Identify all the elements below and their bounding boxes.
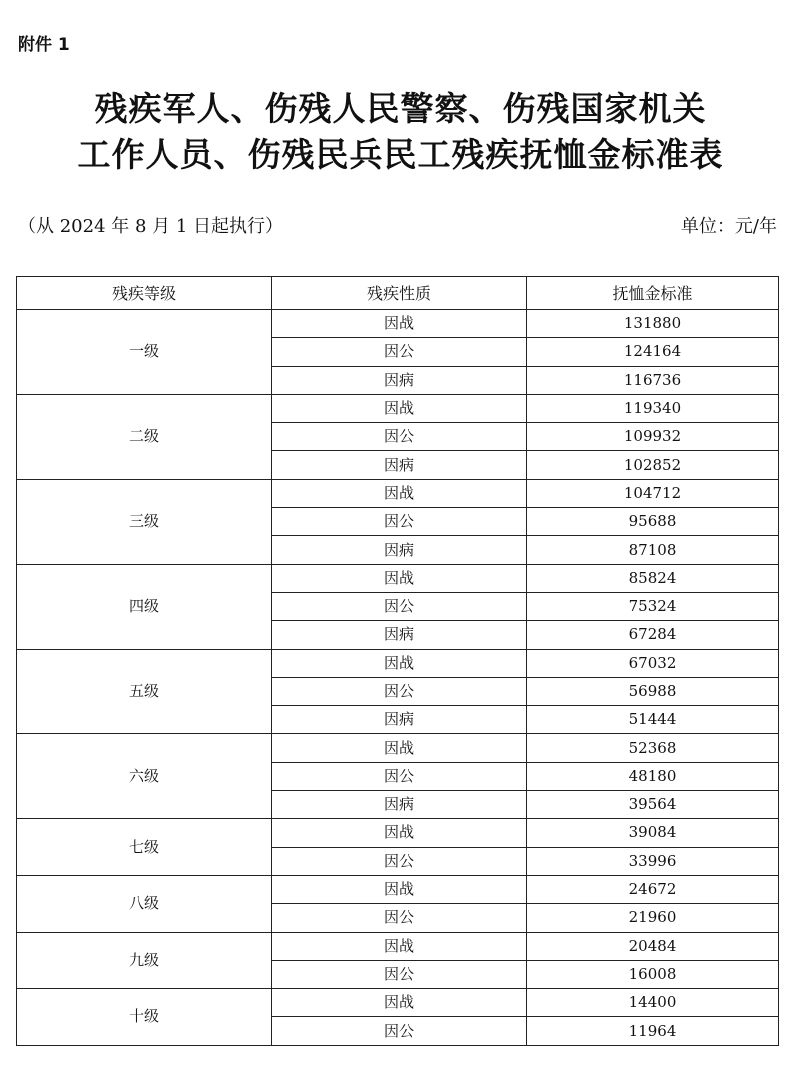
disability-nature-cell: 因战: [272, 649, 527, 677]
disability-nature-cell: 因战: [272, 734, 527, 762]
pension-amount-cell: 124164: [527, 338, 779, 366]
pension-amount-cell: 20484: [527, 932, 779, 960]
disability-nature-cell: 因战: [272, 394, 527, 422]
pension-amount-cell: 52368: [527, 734, 779, 762]
disability-nature-cell: 因病: [272, 706, 527, 734]
disability-nature-cell: 因公: [272, 1017, 527, 1045]
pension-amount-cell: 39084: [527, 819, 779, 847]
disability-level-cell: 四级: [17, 564, 272, 649]
pension-amount-cell: 104712: [527, 479, 779, 507]
table-row: [17, 734, 779, 762]
disability-nature-cell: 因战: [272, 479, 527, 507]
disability-nature-cell: 因公: [272, 508, 527, 536]
disability-nature-cell: 因战: [272, 564, 527, 592]
disability-nature-cell: 因病: [272, 791, 527, 819]
table-row: [17, 649, 779, 677]
disability-nature-cell: 因病: [272, 536, 527, 564]
pension-amount-cell: 95688: [527, 508, 779, 536]
disability-level-cell: 一级: [17, 310, 272, 395]
disability-nature-cell: 因公: [272, 904, 527, 932]
disability-nature-cell: 因战: [272, 875, 527, 903]
pension-amount-cell: 85824: [527, 564, 779, 592]
disability-nature-cell: 因公: [272, 847, 527, 875]
disability-nature-cell: 因战: [272, 819, 527, 847]
disability-nature-cell: 因公: [272, 677, 527, 705]
disability-nature-cell: 因公: [272, 960, 527, 988]
column-header-level: 残疾等级: [17, 277, 272, 310]
disability-level-cell: 五级: [17, 649, 272, 734]
disability-nature-cell: 因战: [272, 989, 527, 1017]
attachment-label: 附件 1: [18, 35, 70, 55]
disability-level-cell: 八级: [17, 875, 272, 932]
disability-level-cell: 六级: [17, 734, 272, 819]
disability-nature-cell: 因病: [272, 451, 527, 479]
disability-nature-cell: 因病: [272, 621, 527, 649]
table-header-row: [17, 277, 779, 310]
pension-amount-cell: 119340: [527, 394, 779, 422]
pension-amount-cell: 67032: [527, 649, 779, 677]
disability-nature-cell: 因战: [272, 310, 527, 338]
pension-amount-cell: 33996: [527, 847, 779, 875]
table-row: [17, 394, 779, 422]
pension-amount-cell: 14400: [527, 989, 779, 1017]
pension-amount-cell: 116736: [527, 366, 779, 394]
disability-nature-cell: 因战: [272, 932, 527, 960]
pension-amount-cell: 102852: [527, 451, 779, 479]
effective-date: （从 2024 年 8 月 1 日起执行）: [18, 216, 284, 237]
disability-level-cell: 三级: [17, 479, 272, 564]
column-header-nature: 残疾性质: [272, 277, 527, 310]
pension-amount-cell: 109932: [527, 423, 779, 451]
table-row: [17, 819, 779, 847]
pension-amount-cell: 75324: [527, 592, 779, 620]
disability-nature-cell: 因公: [272, 762, 527, 790]
disability-level-cell: 十级: [17, 989, 272, 1046]
pension-amount-cell: 11964: [527, 1017, 779, 1045]
column-header-amount: 抚恤金标准: [527, 277, 779, 310]
table-row: [17, 310, 779, 338]
pension-amount-cell: 16008: [527, 960, 779, 988]
pension-amount-cell: 39564: [527, 791, 779, 819]
disability-nature-cell: 因病: [272, 366, 527, 394]
disability-nature-cell: 因公: [272, 423, 527, 451]
page-title-line-1: 残疾军人、伤残人民警察、伤残国家机关: [94, 89, 707, 128]
unit-label: 单位：元/年: [680, 216, 777, 237]
table-row: [17, 932, 779, 960]
disability-level-cell: 九级: [17, 932, 272, 989]
pension-amount-cell: 48180: [527, 762, 779, 790]
pension-amount-cell: 87108: [527, 536, 779, 564]
pension-amount-cell: 24672: [527, 875, 779, 903]
pension-standard-table: [16, 276, 779, 1046]
disability-level-cell: 二级: [17, 394, 272, 479]
disability-nature-cell: 因公: [272, 338, 527, 366]
disability-level-cell: 七级: [17, 819, 272, 876]
pension-amount-cell: 131880: [527, 310, 779, 338]
pension-amount-cell: 56988: [527, 677, 779, 705]
table-row: [17, 989, 779, 1017]
pension-amount-cell: 67284: [527, 621, 779, 649]
table-row: [17, 875, 779, 903]
disability-nature-cell: 因公: [272, 592, 527, 620]
table-body: [17, 310, 779, 1046]
table-row: [17, 479, 779, 507]
page-title-line-2: 工作人员、伤残民兵民工残疾抚恤金标准表: [77, 135, 724, 174]
pension-amount-cell: 51444: [527, 706, 779, 734]
pension-amount-cell: 21960: [527, 904, 779, 932]
table-row: [17, 564, 779, 592]
